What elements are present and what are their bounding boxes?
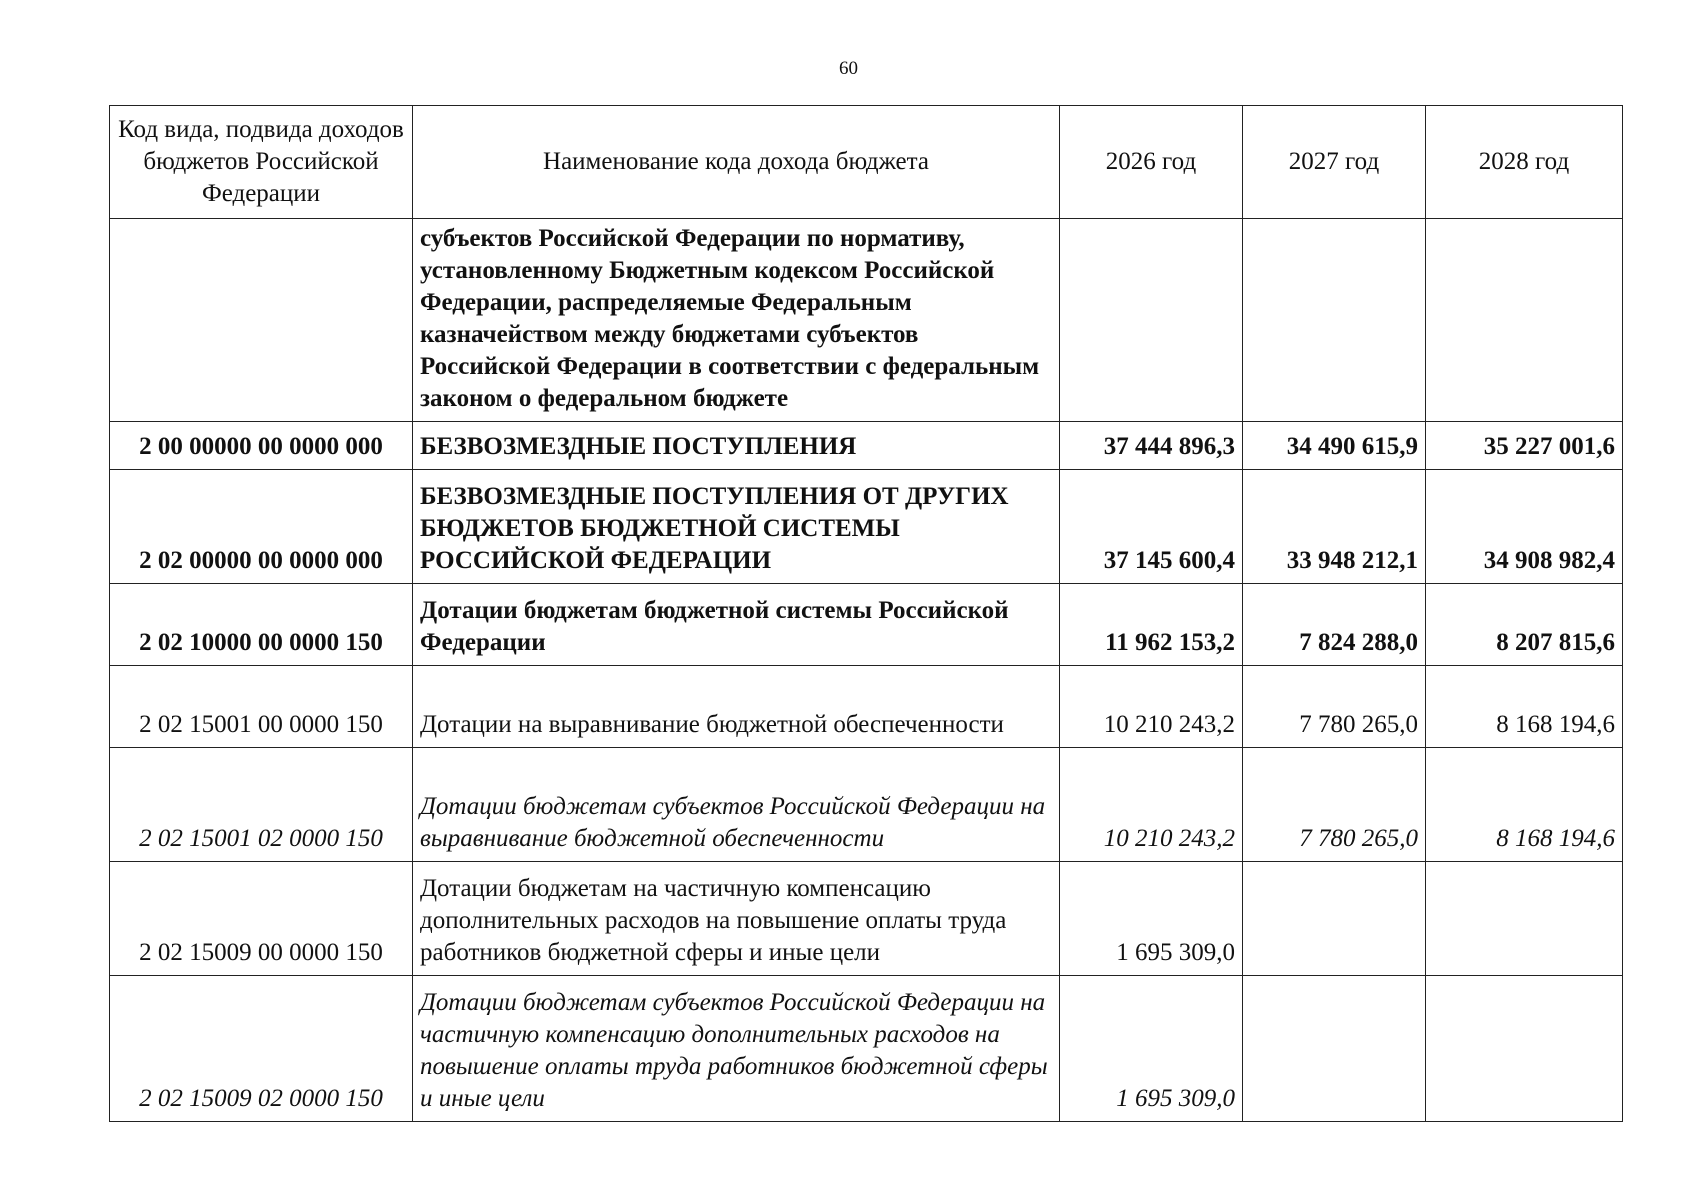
row-value-2027: 7 780 265,0 (1243, 748, 1426, 862)
row-name: БЕЗВОЗМЕЗДНЫЕ ПОСТУПЛЕНИЯ ОТ ДРУГИХ БЮДЖЕТОВ БЮДЖЕТНОЙ СИСТЕМЫ РОССИЙСКОЙ ФЕДЕРАЦИИ (413, 470, 1060, 584)
row-code: 2 00 00000 00 0000 000 (110, 422, 413, 470)
row-value-2028: 35 227 001,6 (1426, 422, 1623, 470)
row-code: 2 02 15001 02 0000 150 (110, 748, 413, 862)
table-row (110, 422, 1623, 470)
row-value-2027 (1243, 219, 1426, 422)
row-value-2028 (1426, 219, 1623, 422)
row-name: БЕЗВОЗМЕЗДНЫЕ ПОСТУПЛЕНИЯ (413, 422, 1060, 470)
row-value-2027: 7 780 265,0 (1243, 666, 1426, 748)
row-code: 2 02 15009 02 0000 150 (110, 976, 413, 1122)
row-value-2028: 8 168 194,6 (1426, 748, 1623, 862)
row-value-2027 (1243, 976, 1426, 1122)
row-code: 2 02 15009 00 0000 150 (110, 862, 413, 976)
row-value-2027: 7 824 288,0 (1243, 584, 1426, 666)
header-code: Код вида, подвида доходов бюджетов Российской Федерации (110, 106, 413, 219)
row-value-2026: 37 145 600,4 (1060, 470, 1243, 584)
row-name: Дотации бюджетам на частичную компенсацию дополнительных расходов на повышение оплаты труда работников бюджетной сферы и иные цели (413, 862, 1060, 976)
row-value-2028 (1426, 976, 1623, 1122)
table-row (110, 470, 1623, 584)
row-name: субъектов Российской Федерации по нормативу, установленному Бюджетным кодексом Российской Федерации, распределяемые Федеральным казначейством между бюджетами субъектов Российской Федерации в соответствии с федеральным законом о федеральном бюджете (413, 219, 1060, 422)
header-name: Наименование кода дохода бюджета (413, 106, 1060, 219)
table-header-row (110, 106, 1623, 219)
budget-revenue-table (109, 105, 1623, 1122)
page-number: 60 (839, 58, 858, 79)
row-name: Дотации бюджетам субъектов Российской Федерации на выравнивание бюджетной обеспеченности (413, 748, 1060, 862)
row-code (110, 219, 413, 422)
row-value-2028: 34 908 982,4 (1426, 470, 1623, 584)
row-value-2028 (1426, 862, 1623, 976)
table-row (110, 976, 1623, 1122)
header-year-2028: 2028 год (1426, 106, 1623, 219)
table-row (110, 219, 1623, 422)
row-code: 2 02 10000 00 0000 150 (110, 584, 413, 666)
row-code: 2 02 00000 00 0000 000 (110, 470, 413, 584)
row-value-2026 (1060, 219, 1243, 422)
row-name: Дотации на выравнивание бюджетной обеспеченности (413, 666, 1060, 748)
row-name: Дотации бюджетам бюджетной системы Российской Федерации (413, 584, 1060, 666)
row-value-2026: 1 695 309,0 (1060, 862, 1243, 976)
table-row (110, 584, 1623, 666)
table-row (110, 666, 1623, 748)
row-value-2026: 11 962 153,2 (1060, 584, 1243, 666)
row-value-2027: 33 948 212,1 (1243, 470, 1426, 584)
row-name: Дотации бюджетам субъектов Российской Федерации на частичную компенсацию дополнительных расходов на повышение оплаты труда работников бюджетной сферы и иные цели (413, 976, 1060, 1122)
row-value-2027 (1243, 862, 1426, 976)
row-value-2026: 1 695 309,0 (1060, 976, 1243, 1122)
row-code: 2 02 15001 00 0000 150 (110, 666, 413, 748)
row-value-2026: 10 210 243,2 (1060, 666, 1243, 748)
table-row (110, 862, 1623, 976)
row-value-2026: 10 210 243,2 (1060, 748, 1243, 862)
row-value-2026: 37 444 896,3 (1060, 422, 1243, 470)
row-value-2028: 8 207 815,6 (1426, 584, 1623, 666)
header-year-2026: 2026 год (1060, 106, 1243, 219)
row-value-2027: 34 490 615,9 (1243, 422, 1426, 470)
table-row (110, 748, 1623, 862)
header-year-2027: 2027 год (1243, 106, 1426, 219)
row-value-2028: 8 168 194,6 (1426, 666, 1623, 748)
